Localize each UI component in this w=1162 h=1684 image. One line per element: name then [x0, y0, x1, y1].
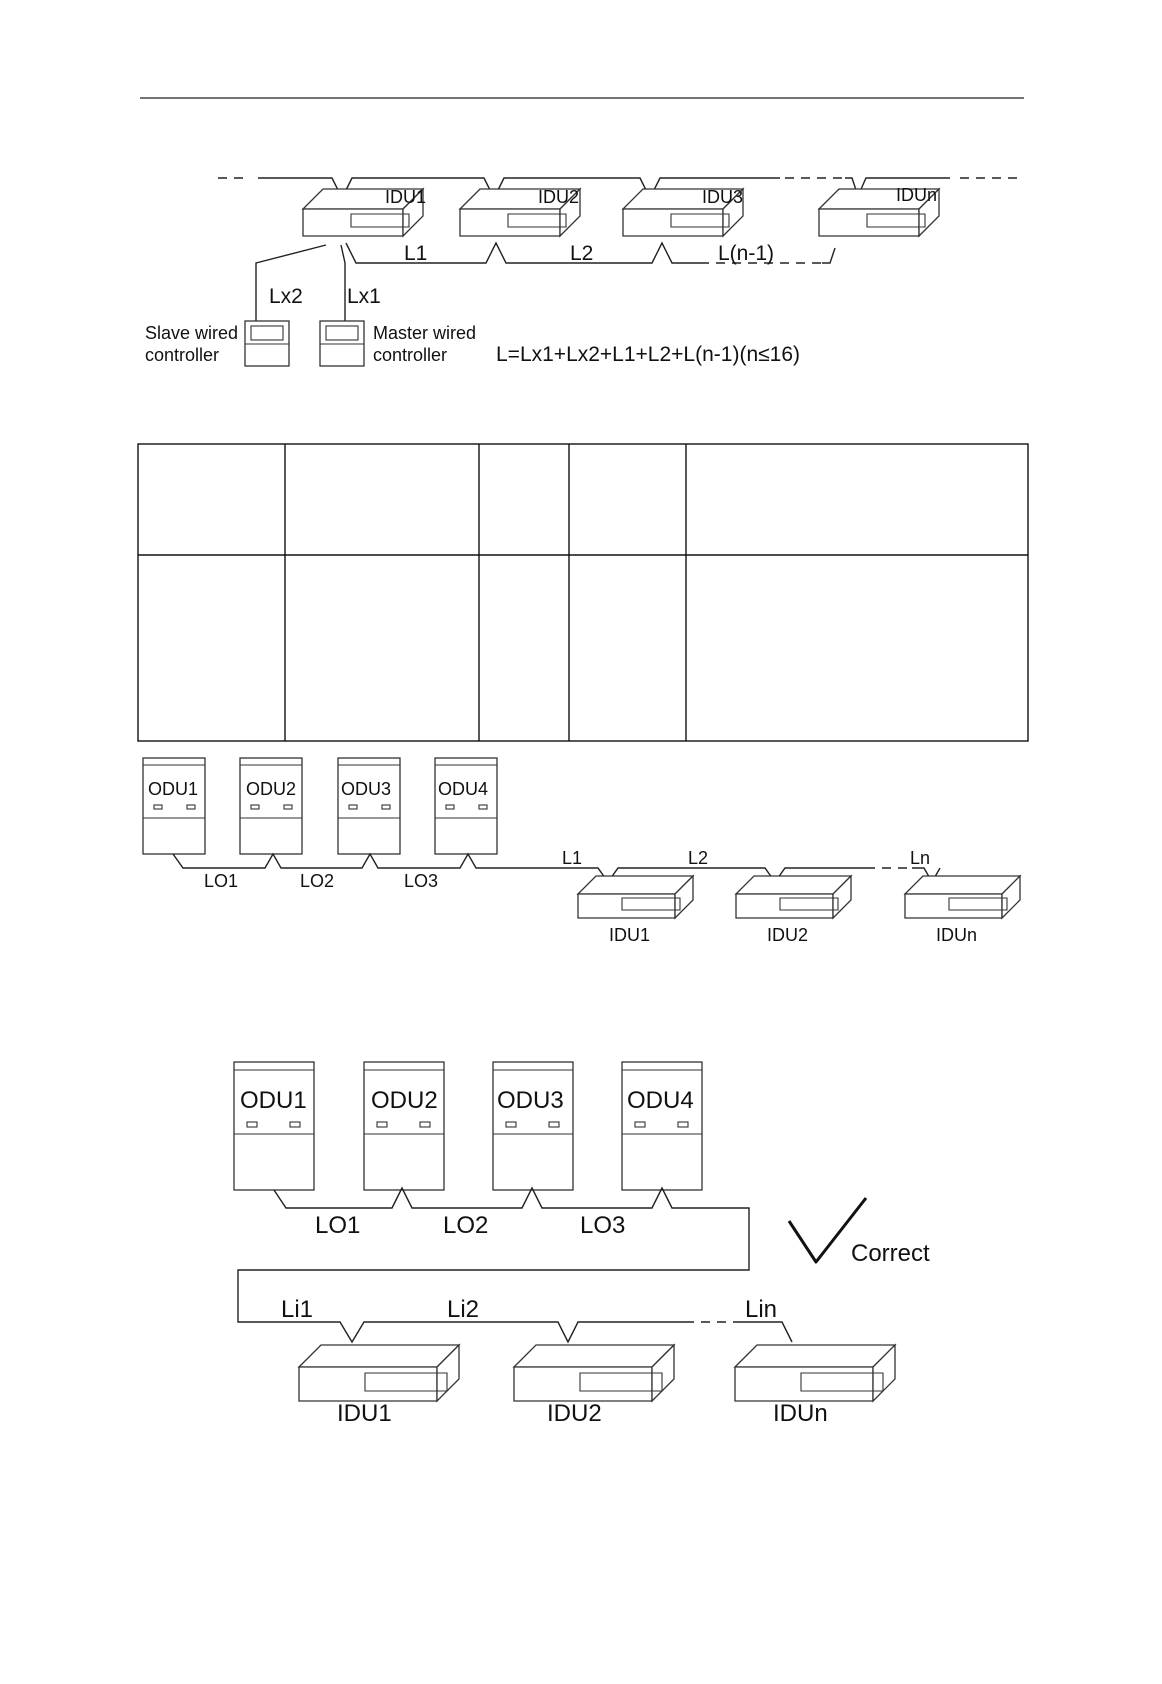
idu1-unit — [299, 1345, 459, 1401]
idu1-label: IDU1 — [609, 925, 651, 945]
idu2-unit — [736, 876, 851, 918]
idu3-label: IDU3 — [702, 187, 744, 207]
idu1-unit — [578, 876, 693, 918]
odu2-label: ODU2 — [371, 1087, 438, 1114]
master-controller-label-line1: Master wired — [373, 323, 477, 343]
odu4-unit — [435, 758, 497, 854]
diagram-odu-chain-small — [143, 758, 1020, 945]
odu4-label: ODU4 — [438, 779, 489, 799]
odu1-label: ODU1 — [148, 779, 199, 799]
idu2-label: IDU2 — [538, 187, 580, 207]
master-controller-label-line2: controller — [373, 345, 448, 365]
l1-label: L1 — [562, 848, 583, 868]
idun-unit — [905, 876, 1020, 918]
slave-controller-label-line2: controller — [145, 345, 220, 365]
odu2-unit — [240, 758, 302, 854]
diagram-idu-wired-controllers — [145, 178, 1022, 366]
odu3-unit — [338, 758, 400, 854]
length-formula: L=Lx1+Lx2+L1+L2+L(n-1)(n≤16) — [496, 343, 800, 366]
slave-wired-controller — [245, 321, 289, 366]
l2-label: L2 — [688, 848, 709, 868]
idun-unit — [735, 1345, 895, 1401]
idu1-label: IDU1 — [385, 187, 427, 207]
idun-label: IDUn — [773, 1400, 828, 1427]
idu1-label: IDU1 — [337, 1400, 392, 1427]
segment-l1-label: L1 — [404, 242, 428, 265]
lx2-label: Lx2 — [269, 285, 303, 308]
odu4-label: ODU4 — [627, 1087, 694, 1114]
idu2-label: IDU2 — [767, 925, 809, 945]
slave-controller-label-line1: Slave wired — [145, 323, 239, 343]
diagram-odu-chain-correct — [234, 1062, 930, 1427]
segment-ln-label: L(n-1) — [718, 242, 775, 265]
odu1-label: ODU1 — [240, 1087, 307, 1114]
lo2-label: LO2 — [300, 871, 335, 891]
segment-l2-label: L2 — [570, 242, 594, 265]
idun-label: IDUn — [936, 925, 978, 945]
lin-label: Lin — [745, 1296, 778, 1323]
odu4-unit — [622, 1062, 702, 1190]
master-wired-controller — [320, 321, 364, 366]
lo1-label: LO1 — [204, 871, 239, 891]
lx1-label: Lx1 — [347, 285, 381, 308]
odu2-unit — [364, 1062, 444, 1190]
lo1-label: LO1 — [315, 1212, 361, 1239]
ln-label: Ln — [910, 848, 931, 868]
idu2-unit — [514, 1345, 674, 1401]
idu2-label: IDU2 — [547, 1400, 602, 1427]
odu3-label: ODU3 — [497, 1087, 564, 1114]
empty-table-grid — [138, 444, 1028, 741]
li2-label: Li2 — [447, 1296, 480, 1323]
lo3-label: LO3 — [404, 871, 439, 891]
odu1-unit — [234, 1062, 314, 1190]
li1-label: Li1 — [281, 1296, 314, 1323]
idun-label: IDUn — [896, 185, 938, 205]
lo2-label: LO2 — [443, 1212, 489, 1239]
odu2-label: ODU2 — [246, 779, 297, 799]
odu3-unit — [493, 1062, 573, 1190]
lo3-label: LO3 — [580, 1212, 626, 1239]
odu3-label: ODU3 — [341, 779, 392, 799]
odu1-unit — [143, 758, 205, 854]
correct-label: Correct — [851, 1240, 930, 1267]
